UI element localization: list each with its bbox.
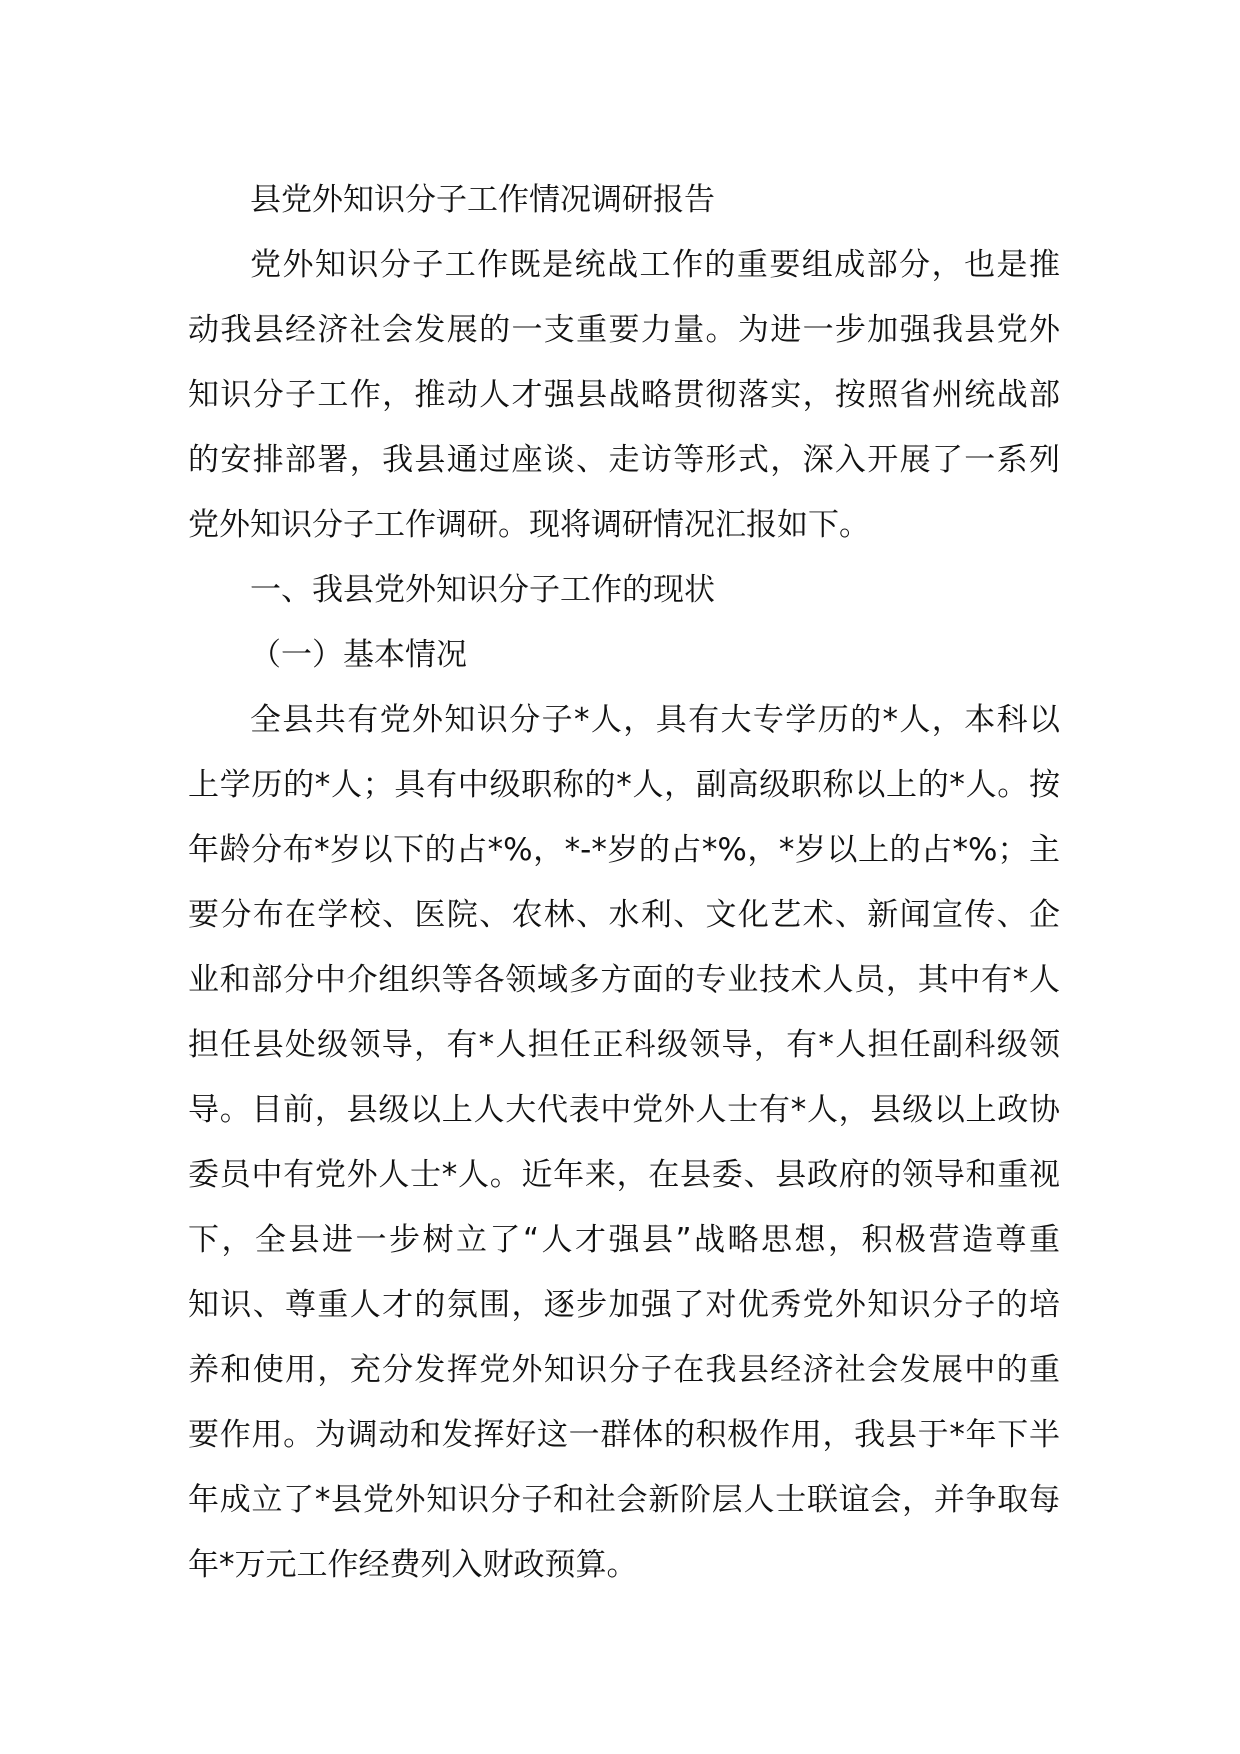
body-line: 知识、尊重人才的氛围，逐步加强了对优秀党外知识分子的培 [188,1287,1060,1323]
body-line: 养和使用，充分发挥党外知识分子在我县经济社会发展中的重 [188,1352,1060,1388]
basic-situation-paragraph [188,688,1060,1598]
body-line: 担任县处级领导，有*人担任正科级领导，有*人担任副科级领 [188,1027,1060,1063]
body-line: 下，全县进一步树立了“人才强县”战略思想，积极营造尊重 [188,1222,1060,1258]
document-body [188,168,1060,1598]
intro-line: 党外知识分子工作既是统战工作的重要组成部分，也是推 [250,247,1060,283]
subsection-heading: （一）基本情况 [250,637,467,673]
intro-line: 知识分子工作，推动人才强县战略贯彻落实，按照省州统战部 [188,377,1060,413]
body-line: 委员中有党外人士*人。近年来，在县委、县政府的领导和重视 [188,1157,1060,1193]
section-heading: 一、我县党外知识分子工作的现状 [250,572,715,608]
intro-line: 动我县经济社会发展的一支重要力量。为进一步加强我县党外 [188,312,1060,348]
body-line: 要分布在学校、医院、农林、水利、文化艺术、新闻宣传、企 [188,897,1060,933]
document-title: 县党外知识分子工作情况调研报告 [250,182,715,218]
intro-paragraph [188,233,1060,558]
body-line: 年龄分布*岁以下的占*%，*-*岁的占*%，*岁以上的占*%；主 [188,832,1060,868]
body-line: 业和部分中介组织等各领域多方面的专业技术人员，其中有*人 [188,962,1060,998]
intro-line: 党外知识分子工作调研。现将调研情况汇报如下。 [188,507,870,543]
body-line: 要作用。为调动和发挥好这一群体的积极作用，我县于*年下半 [188,1417,1060,1453]
body-line: 全县共有党外知识分子*人，具有大专学历的*人，本科以 [250,702,1060,738]
body-line: 上学历的*人；具有中级职称的*人，副高级职称以上的*人。按 [188,767,1060,803]
intro-line: 的安排部署，我县通过座谈、走访等形式，深入开展了一系列 [188,442,1060,478]
body-line: 导。目前，县级以上人大代表中党外人士有*人，县级以上政协 [188,1092,1060,1128]
body-line: 年*万元工作经费列入财政预算。 [188,1547,638,1583]
body-line: 年成立了*县党外知识分子和社会新阶层人士联谊会，并争取每 [188,1482,1060,1518]
